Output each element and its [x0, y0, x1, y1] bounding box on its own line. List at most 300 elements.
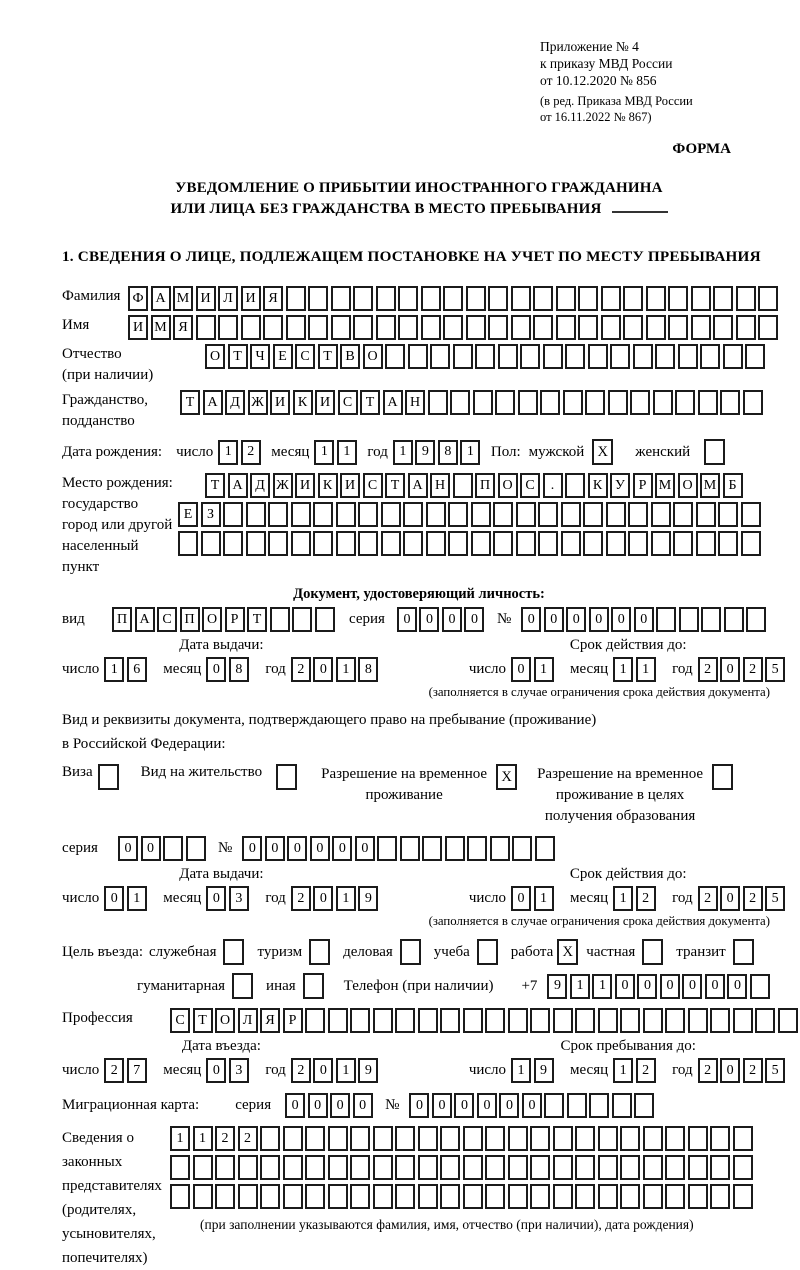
- char-cell: [373, 1126, 393, 1151]
- char-cell: [623, 286, 643, 311]
- char-cell: [421, 315, 441, 340]
- char-cell: 0: [397, 607, 417, 632]
- header-line: (в ред. Приказа МВД России: [540, 94, 693, 108]
- char-cell: 1: [393, 440, 413, 465]
- sex-male-label: мужской: [528, 443, 585, 460]
- char-cell: 0: [566, 607, 586, 632]
- char-cell: О: [678, 473, 698, 498]
- char-cell: [701, 607, 721, 632]
- char-cell: [710, 1155, 730, 1180]
- char-cell: [463, 1008, 483, 1033]
- char-cell: Н: [430, 473, 450, 498]
- char-cell: [508, 1126, 528, 1151]
- char-cell: [440, 1155, 460, 1180]
- purpose-other-label: иная: [266, 977, 296, 994]
- surname-row: [62, 286, 776, 311]
- char-cell: [448, 531, 468, 556]
- char-cell: [260, 1155, 280, 1180]
- stay-until-label: Срок пребывания до:: [560, 1038, 696, 1054]
- char-cell: [421, 286, 441, 311]
- residence-permit-checkbox: [276, 764, 297, 790]
- month-label: месяц: [271, 443, 310, 460]
- char-cell: [643, 1008, 663, 1033]
- char-cell: 2: [291, 886, 311, 911]
- char-cell: 0: [206, 1058, 226, 1083]
- birthplace-row1-cells: [205, 473, 763, 498]
- char-cell: 5: [765, 886, 785, 911]
- char-cell: 0: [464, 607, 484, 632]
- char-cell: [643, 1184, 663, 1209]
- char-cell: [556, 315, 576, 340]
- char-cell: А: [151, 286, 171, 311]
- visa-option: [62, 764, 119, 790]
- char-cell: [628, 531, 648, 556]
- char-cell: [556, 286, 576, 311]
- char-cell: [466, 315, 486, 340]
- char-cell: [575, 1008, 595, 1033]
- char-cell: .: [543, 473, 563, 498]
- name-row: [62, 315, 776, 340]
- birthplace-label: Место рождения: государство город или другой населенный пункт: [62, 475, 173, 575]
- char-cell: [313, 502, 333, 527]
- phone-label: Телефон (при наличии): [343, 977, 494, 994]
- char-cell: [308, 315, 328, 340]
- char-cell: [193, 1155, 213, 1180]
- reps-row1-cells: [170, 1126, 755, 1151]
- char-cell: 1: [636, 657, 656, 682]
- char-cell: [628, 502, 648, 527]
- char-cell: [430, 344, 450, 369]
- char-cell: [178, 531, 198, 556]
- char-cell: С: [363, 473, 383, 498]
- char-cell: [443, 286, 463, 311]
- char-cell: 0: [544, 607, 564, 632]
- birth-date-label: Дата рождения:: [62, 443, 163, 460]
- permit-type-row: [62, 764, 776, 827]
- char-cell: [418, 1184, 438, 1209]
- birthplace-block: [62, 473, 776, 578]
- char-cell: 1: [613, 657, 633, 682]
- char-cell: [196, 315, 216, 340]
- char-cell: [292, 607, 312, 632]
- profession-row: [62, 1008, 776, 1033]
- year-label: год: [672, 661, 693, 677]
- char-cell: [567, 1093, 587, 1118]
- legal-representatives-label: Сведения о законных представителях (родителях, усыновителях, попечителях): [62, 1130, 162, 1266]
- char-cell: 9: [534, 1058, 554, 1083]
- char-cell: 0: [477, 1093, 497, 1118]
- form-title: [62, 178, 776, 220]
- permit-valid-day-cells: [511, 886, 556, 911]
- permit-issue-year-cells: [291, 886, 381, 911]
- doc-issue-day-cells: [104, 657, 149, 682]
- char-cell: Р: [283, 1008, 303, 1033]
- char-cell: [598, 1155, 618, 1180]
- char-cell: [283, 1155, 303, 1180]
- doc-issue-month-cells: [206, 657, 251, 682]
- char-cell: Т: [180, 390, 200, 415]
- doc-number-cells: [521, 607, 769, 632]
- char-cell: [241, 315, 261, 340]
- char-cell: П: [180, 607, 200, 632]
- char-cell: Т: [360, 390, 380, 415]
- char-cell: Ж: [273, 473, 293, 498]
- char-cell: [583, 502, 603, 527]
- char-cell: 0: [206, 657, 226, 682]
- char-cell: [260, 1126, 280, 1151]
- purpose-work-checkbox: X: [557, 939, 578, 965]
- char-cell: [403, 502, 423, 527]
- permit-series-cells: [118, 836, 208, 861]
- char-cell: Б: [723, 473, 743, 498]
- char-cell: [215, 1184, 235, 1209]
- stay-month-cells: [613, 1058, 658, 1083]
- char-cell: [512, 836, 532, 861]
- char-cell: [381, 502, 401, 527]
- char-cell: [665, 1155, 685, 1180]
- char-cell: 0: [589, 607, 609, 632]
- char-cell: [331, 315, 351, 340]
- month-label: месяц: [163, 890, 202, 906]
- char-cell: [668, 315, 688, 340]
- section1-heading: 1. СВЕДЕНИЯ О ЛИЦЕ, ПОДЛЕЖАЩЕМ ПОСТАНОВКЕ НА УЧЕТ ПО МЕСТУ ПРЕБЫВАНИЯ: [62, 248, 761, 265]
- char-cell: [741, 531, 761, 556]
- char-cell: 0: [522, 1093, 542, 1118]
- day-label: число: [62, 1062, 100, 1078]
- entry-month-cells: [206, 1058, 251, 1083]
- char-cell: [493, 531, 513, 556]
- char-cell: 0: [353, 1093, 373, 1118]
- char-cell: [331, 286, 351, 311]
- char-cell: [418, 1126, 438, 1151]
- char-cell: [691, 315, 711, 340]
- char-cell: 1: [127, 886, 147, 911]
- char-cell: 0: [285, 1093, 305, 1118]
- char-cell: 2: [291, 1058, 311, 1083]
- stay-document-text: Вид и реквизиты документа, подтверждающего право на пребывание (проживание) в Российской Федерации:: [62, 712, 597, 752]
- char-cell: 8: [229, 657, 249, 682]
- birthplace-row2-cells: [178, 502, 763, 527]
- char-cell: 0: [634, 607, 654, 632]
- char-cell: 2: [698, 1058, 718, 1083]
- char-cell: [490, 836, 510, 861]
- char-cell: [353, 286, 373, 311]
- number-label: №: [496, 611, 512, 627]
- char-cell: [193, 1184, 213, 1209]
- char-cell: 9: [415, 440, 435, 465]
- char-cell: 1: [534, 886, 554, 911]
- char-cell: Т: [228, 344, 248, 369]
- char-cell: Т: [205, 473, 225, 498]
- char-cell: 0: [104, 886, 124, 911]
- char-cell: [268, 531, 288, 556]
- char-cell: 0: [682, 974, 702, 999]
- month-label: месяц: [570, 661, 609, 677]
- char-cell: [516, 531, 536, 556]
- char-cell: [741, 502, 761, 527]
- char-cell: [733, 1184, 753, 1209]
- patronymic-label: Отчество (при наличии): [62, 346, 154, 383]
- entry-stay-dates: [62, 1038, 779, 1083]
- char-cell: [736, 286, 756, 311]
- char-cell: 0: [720, 1058, 740, 1083]
- char-cell: [620, 1008, 640, 1033]
- char-cell: [696, 502, 716, 527]
- form-title-line2: ИЛИ ЛИЦА БЕЗ ГРАЖДАНСТВА В МЕСТО ПРЕБЫВАНИЯ: [170, 201, 602, 217]
- char-cell: О: [205, 344, 225, 369]
- char-cell: [578, 315, 598, 340]
- char-cell: 2: [636, 886, 656, 911]
- migration-card-label: Миграционная карта:: [62, 1097, 200, 1113]
- char-cell: С: [520, 473, 540, 498]
- char-cell: [651, 531, 671, 556]
- char-cell: [398, 315, 418, 340]
- char-cell: [710, 1126, 730, 1151]
- char-cell: [601, 315, 621, 340]
- temporary-residence-checkbox: X: [496, 764, 517, 790]
- char-cell: [443, 315, 463, 340]
- char-cell: [633, 344, 653, 369]
- char-cell: [724, 607, 744, 632]
- header-line: от 10.12.2020 № 856: [540, 73, 657, 88]
- temporary-residence-education-option: [537, 764, 733, 827]
- char-cell: У: [610, 473, 630, 498]
- char-cell: [418, 1155, 438, 1180]
- birthplace-row3-cells: [178, 531, 763, 556]
- char-cell: [448, 502, 468, 527]
- char-cell: [350, 1126, 370, 1151]
- header-line: к приказу МВД России: [540, 56, 673, 71]
- char-cell: [473, 390, 493, 415]
- entry-purpose-row: [62, 939, 776, 965]
- char-cell: [630, 390, 650, 415]
- char-cell: [353, 315, 373, 340]
- char-cell: З: [201, 502, 221, 527]
- permit-valid-month-cells: [613, 886, 658, 911]
- char-cell: А: [135, 607, 155, 632]
- char-cell: [170, 1184, 190, 1209]
- char-cell: [485, 1184, 505, 1209]
- stay-until-group: [469, 1038, 788, 1083]
- char-cell: [283, 1126, 303, 1151]
- char-cell: [373, 1155, 393, 1180]
- char-cell: Р: [633, 473, 653, 498]
- purpose-business-label: служебная: [148, 943, 217, 960]
- char-cell: [260, 1184, 280, 1209]
- char-cell: [530, 1008, 550, 1033]
- char-cell: [745, 344, 765, 369]
- doc-valid-month-cells: [613, 657, 658, 682]
- char-cell: [400, 836, 420, 861]
- char-cell: Р: [225, 607, 245, 632]
- char-cell: [733, 1008, 753, 1033]
- purpose-private-checkbox: [642, 939, 663, 965]
- char-cell: 0: [499, 1093, 519, 1118]
- char-cell: А: [203, 390, 223, 415]
- char-cell: [246, 531, 266, 556]
- char-cell: [471, 502, 491, 527]
- name-label: Имя: [62, 317, 90, 333]
- char-cell: [395, 1126, 415, 1151]
- purpose-humanitarian-checkbox: [232, 973, 253, 999]
- reps-row2-cells: [170, 1155, 755, 1180]
- char-cell: [238, 1155, 258, 1180]
- char-cell: [563, 390, 583, 415]
- form-title-line1: УВЕДОМЛЕНИЕ О ПРИБЫТИИ ИНОСТРАННОГО ГРАЖДАНИНА: [175, 180, 663, 196]
- doc-valid-until-group: [469, 637, 788, 682]
- char-cell: [565, 473, 585, 498]
- doc-type-label: вид: [62, 611, 85, 627]
- char-cell: [535, 836, 555, 861]
- char-cell: [601, 286, 621, 311]
- char-cell: [466, 286, 486, 311]
- char-cell: 0: [313, 886, 333, 911]
- char-cell: [291, 502, 311, 527]
- permit-issue-date-group: [62, 866, 381, 911]
- doc-issue-year-cells: [291, 657, 381, 682]
- birth-day-cells: [218, 440, 263, 465]
- char-cell: И: [196, 286, 216, 311]
- char-cell: [270, 607, 290, 632]
- char-cell: [718, 502, 738, 527]
- char-cell: А: [383, 390, 403, 415]
- char-cell: [530, 1126, 550, 1151]
- char-cell: Т: [247, 607, 267, 632]
- char-cell: [463, 1184, 483, 1209]
- month-label: месяц: [163, 661, 202, 677]
- char-cell: 1: [336, 886, 356, 911]
- char-cell: [350, 1155, 370, 1180]
- char-cell: К: [588, 473, 608, 498]
- legal-representatives-block: [62, 1126, 776, 1270]
- char-cell: 0: [615, 974, 635, 999]
- char-cell: [540, 390, 560, 415]
- char-cell: [691, 286, 711, 311]
- char-cell: 2: [104, 1058, 124, 1083]
- header-reference-block: [540, 38, 776, 125]
- char-cell: [381, 531, 401, 556]
- char-cell: [426, 502, 446, 527]
- char-cell: [408, 344, 428, 369]
- temporary-residence-education-label: Разрешение на временное проживание в целях получения образования: [537, 766, 704, 824]
- char-cell: 1: [534, 657, 554, 682]
- char-cell: 0: [265, 836, 285, 861]
- char-cell: [328, 1008, 348, 1033]
- char-cell: [733, 1155, 753, 1180]
- month-label: месяц: [570, 1062, 609, 1078]
- char-cell: А: [228, 473, 248, 498]
- char-cell: 0: [660, 974, 680, 999]
- doc-type-cells: [112, 607, 337, 632]
- char-cell: [467, 836, 487, 861]
- char-cell: [508, 1155, 528, 1180]
- char-cell: [511, 286, 531, 311]
- char-cell: [530, 1155, 550, 1180]
- char-cell: 0: [442, 607, 462, 632]
- char-cell: 2: [743, 886, 763, 911]
- char-cell: 0: [720, 886, 740, 911]
- char-cell: М: [700, 473, 720, 498]
- char-cell: 1: [460, 440, 480, 465]
- char-cell: [385, 344, 405, 369]
- char-cell: К: [318, 473, 338, 498]
- char-cell: [350, 1008, 370, 1033]
- char-cell: [488, 286, 508, 311]
- char-cell: И: [340, 473, 360, 498]
- char-cell: [668, 286, 688, 311]
- char-cell: [518, 390, 538, 415]
- char-cell: [538, 502, 558, 527]
- char-cell: [186, 836, 206, 861]
- purpose-work-label: работа: [510, 943, 554, 960]
- char-cell: С: [338, 390, 358, 415]
- char-cell: [653, 390, 673, 415]
- char-cell: Д: [225, 390, 245, 415]
- char-cell: Л: [238, 1008, 258, 1033]
- char-cell: 2: [238, 1126, 258, 1151]
- header-line: Приложение № 4: [540, 39, 639, 54]
- char-cell: [453, 344, 473, 369]
- char-cell: [215, 1155, 235, 1180]
- char-cell: [428, 390, 448, 415]
- char-cell: Е: [178, 502, 198, 527]
- valid-until-label: Срок действия до:: [569, 637, 687, 653]
- char-cell: [418, 1008, 438, 1033]
- char-cell: [377, 836, 397, 861]
- validity-note: (заполняется в случае ограничения срока действия документа): [428, 685, 770, 699]
- title-blank-line: [612, 211, 668, 213]
- char-cell: М: [655, 473, 675, 498]
- visa-checkbox: [98, 764, 119, 790]
- purpose-study-checkbox: [477, 939, 498, 965]
- char-cell: 0: [419, 607, 439, 632]
- char-cell: [218, 315, 238, 340]
- char-cell: 2: [241, 440, 261, 465]
- char-cell: [620, 1126, 640, 1151]
- char-cell: [493, 502, 513, 527]
- char-cell: [543, 344, 563, 369]
- char-cell: Н: [405, 390, 425, 415]
- issue-date-label: Дата выдачи:: [179, 637, 264, 653]
- purpose-humanitarian-label: гуманитарная: [137, 977, 226, 994]
- char-cell: [422, 836, 442, 861]
- char-cell: Т: [385, 473, 405, 498]
- char-cell: 0: [287, 836, 307, 861]
- char-cell: [723, 344, 743, 369]
- purpose-other-checkbox: [303, 973, 324, 999]
- month-label: месяц: [163, 1062, 202, 1078]
- char-cell: 6: [127, 657, 147, 682]
- series-label: серия: [349, 611, 385, 627]
- char-cell: [520, 344, 540, 369]
- purpose-label: Цель въезда:: [62, 943, 143, 960]
- char-cell: 5: [765, 1058, 785, 1083]
- char-cell: [291, 531, 311, 556]
- char-cell: [710, 1184, 730, 1209]
- char-cell: 0: [118, 836, 138, 861]
- char-cell: [376, 315, 396, 340]
- char-cell: [620, 1184, 640, 1209]
- char-cell: Я: [263, 286, 283, 311]
- char-cell: 3: [229, 886, 249, 911]
- year-label: год: [367, 443, 388, 460]
- char-cell: [403, 531, 423, 556]
- permit-valid-until-group: [469, 866, 788, 911]
- char-cell: [678, 344, 698, 369]
- char-cell: И: [241, 286, 261, 311]
- char-cell: 1: [511, 1058, 531, 1083]
- char-cell: [606, 531, 626, 556]
